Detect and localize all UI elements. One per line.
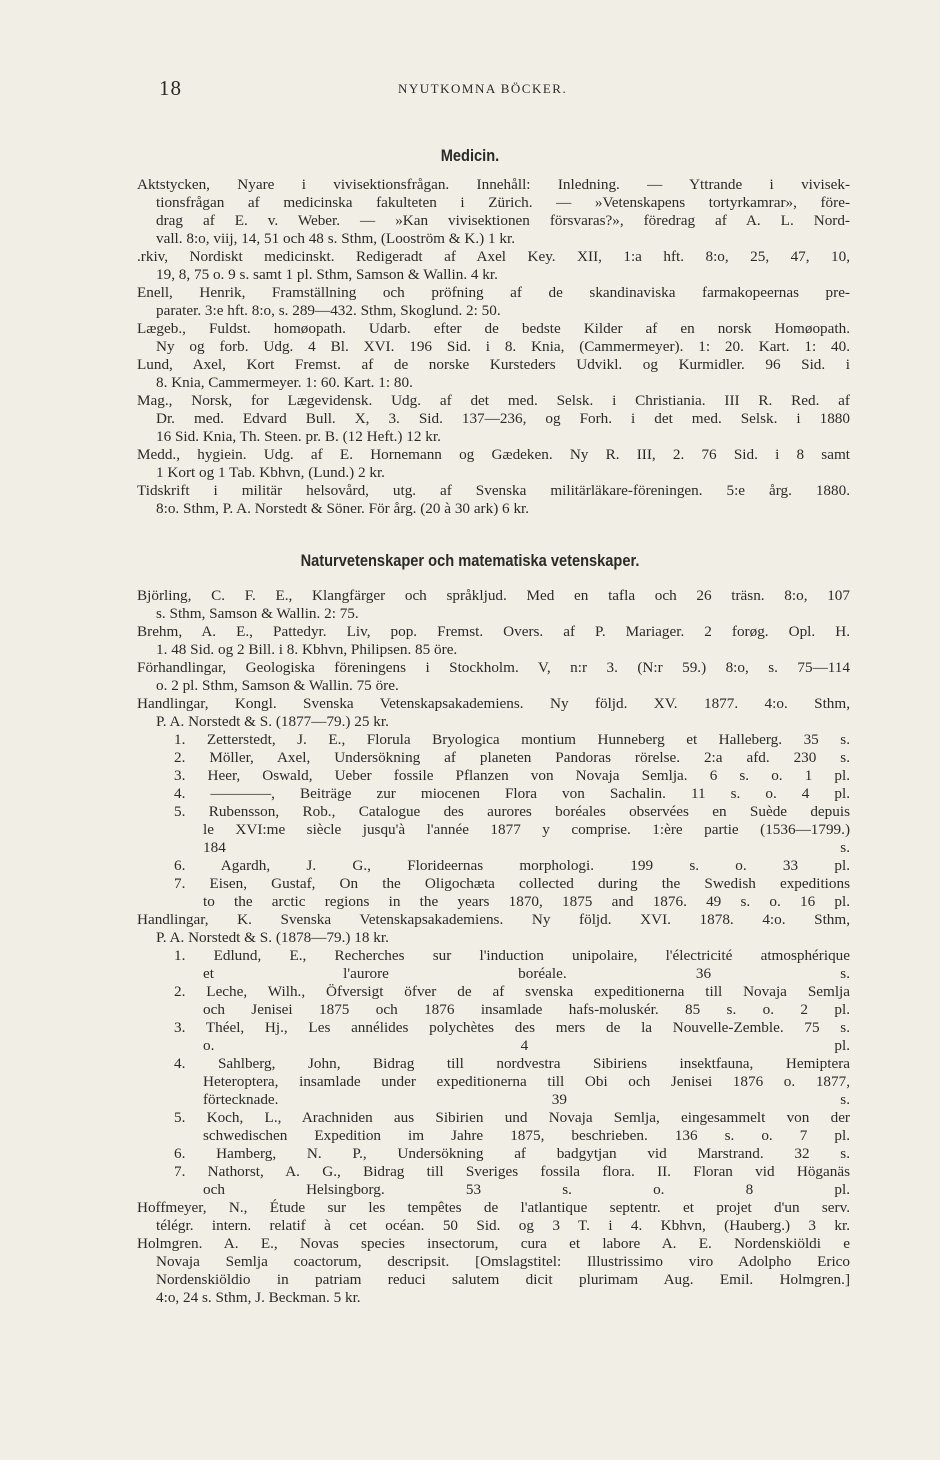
text-line: Mag., Norsk, for Lægevidensk. Udg. af det med. Selsk. i Christiania. III R. Red. af: [137, 392, 850, 409]
page-number: 18: [159, 76, 182, 100]
text-line: Novaja Semlja coactorum, descripsit. [Omslagstitel: Illustrissimo viro Adolpho Erico: [156, 1253, 850, 1270]
text-line: 4. ————, Beiträge zur miocenen Flora von Sachalin. 11 s. o. 4 pl.: [174, 785, 850, 802]
text-line: 4:o, 24 s. Sthm, J. Beckman. 5 kr.: [156, 1289, 361, 1306]
text-line: Björling, C. F. E., Klangfärger och språkljud. Med en tafla och 26 träsn. 8:o, 107: [137, 587, 850, 604]
text-line: et l'aurore boréale. 36 s.: [203, 965, 850, 982]
section-heading-natur: Naturvetenskaper och matematiska vetenskaper.: [300, 551, 640, 570]
text-line: 8. Knia, Cammermeyer. 1: 60. Kart. 1: 80.: [156, 374, 413, 391]
text-line: Tidskrift i militär helsovård, utg. af Svenska militärläkare-föreningen. 5:e årg. 1880.: [137, 482, 850, 499]
text-line: 3. Heer, Oswald, Ueber fossile Pflanzen von Novaja Semlja. 6 s. o. 1 pl.: [174, 767, 850, 784]
text-line: P. A. Norstedt & S. (1878—79.) 18 kr.: [156, 929, 389, 946]
text-line: schwedischen Expedition im Jahre 1875, beschrieben. 136 s. o. 7 pl.: [203, 1127, 850, 1144]
text-line: Medd., hygiein. Udg. af E. Hornemann og Gædeken. Ny R. III, 2. 76 Sid. i 8 samt: [137, 446, 850, 463]
text-line: Handlingar, K. Svenska Vetenskapsakademiens. Ny följd. XVI. 1878. 4:o. Sthm,: [137, 911, 850, 928]
text-line: Lund, Axel, Kort Fremst. af de norske Kursteders Udvikl. og Kurmidler. 96 Sid. i: [137, 356, 850, 373]
text-line: télégr. intern. relatif à cet océan. 50 Sid. og 3 T. i 4. Kbhvn, (Hauberg.) 3 kr.: [156, 1217, 850, 1234]
text-line: och Jenisei 1875 och 1876 insamlade hafs-moluskér. 85 s. o. 2 pl.: [203, 1001, 850, 1018]
text-line: 6. Agardh, J. G., Florideernas morphologi. 199 s. o. 33 pl.: [174, 857, 850, 874]
text-line: 5. Koch, L., Arachniden aus Sibirien und Novaja Semlja, eingesammelt von der: [174, 1109, 850, 1126]
text-line: 5. Rubensson, Rob., Catalogue des aurores boréales observées en Suède depuis: [174, 803, 850, 820]
text-line: o. 2 pl. Sthm, Samson & Wallin. 75 öre.: [156, 677, 399, 694]
text-line: vall. 8:o, viij, 14, 51 och 48 s. Sthm, (Looström & K.) 1 kr.: [156, 230, 516, 247]
text-line: 1. Zetterstedt, J. E., Florula Bryologica montium Hunneberg et Halleberg. 35 s.: [174, 731, 850, 748]
text-line: to the arctic regions in the years 1870, 1875 and 1876. 49 s. o. 16 pl.: [203, 893, 850, 910]
text-line: Enell, Henrik, Framställning och pröfning af de skandinaviska farmakopeernas pre-: [137, 284, 850, 301]
text-line: 1. 48 Sid. og 2 Bill. i 8. Kbhvn, Philipsen. 85 öre.: [156, 641, 458, 658]
text-line: parater. 3:e hft. 8:o, s. 289—432. Sthm, Skoglund. 2: 50.: [156, 302, 501, 319]
text-line: Handlingar, Kongl. Svenska Vetenskapsakademiens. Ny följd. XV. 1877. 4:o. Sthm,: [137, 695, 850, 712]
text-line: Dr. med. Edvard Bull. X, 3. Sid. 137—236, og Forh. i det med. Selsk. i 1880: [156, 410, 850, 427]
text-line: Nordenskiöldio in patriam reduci salutem dicit plurimam Aug. Emil. Holmgren.]: [156, 1271, 850, 1288]
text-line: 184 s.: [203, 839, 850, 856]
text-line: Hoffmeyer, N., Étude sur les tempêtes de l'atlantique septentr. et projet d'un serv.: [137, 1199, 850, 1216]
text-line: 2. Möller, Axel, Undersökning af planeten Pandoras rörelse. 2:a afd. 230 s.: [174, 749, 850, 766]
text-line: tionsfrågan af medicinska fakulteten i Zürich. — »Vetenskapens tortyrkamrar», före-: [156, 194, 850, 211]
text-line: Brehm, A. E., Pattedyr. Liv, pop. Fremst. Overs. af P. Mariager. 2 forøg. Opl. H.: [137, 623, 850, 640]
text-line: drag af E. v. Weber. — »Kan vivisektionen försvaras?», föredrag af A. L. Nord-: [156, 212, 850, 229]
text-line: P. A. Norstedt & S. (1877—79.) 25 kr.: [156, 713, 389, 730]
text-line: s. Sthm, Samson & Wallin. 2: 75.: [156, 605, 359, 622]
text-line: 2. Leche, Wilh., Öfversigt öfver de af svenska expeditionerna till Novaja Semlja: [174, 983, 850, 1000]
text-line: Holmgren. A. E., Novas species insectorum, cura et labore A. E. Nordenskiöldi e: [137, 1235, 850, 1252]
text-line: 7. Eisen, Gustaf, On the Oligochæta collected during the Swedish expeditions: [174, 875, 850, 892]
text-line: 16 Sid. Knia, Th. Steen. pr. B. (12 Heft.) 12 kr.: [156, 428, 441, 445]
text-line: 4. Sahlberg, John, Bidrag till nordvestra Sibiriens insektfauna, Hemiptera: [174, 1055, 850, 1072]
text-line: 8:o. Sthm, P. A. Norstedt & Söner. För årg. (20 à 30 ark) 6 kr.: [156, 500, 530, 517]
text-line: Aktstycken, Nyare i vivisektionsfrågan. Innehåll: Inledning. — Yttrande i vivisek-: [137, 176, 850, 193]
text-line: 7. Nathorst, A. G., Bidrag till Sveriges fossila flora. II. Floran vid Höganäs: [174, 1163, 850, 1180]
text-line: 6. Hamberg, N. P., Undersökning af badgytjan vid Marstrand. 32 s.: [174, 1145, 850, 1162]
text-line: 19, 8, 75 o. 9 s. samt 1 pl. Sthm, Samson & Wallin. 4 kr.: [156, 266, 498, 283]
text-line: Ny og forb. Udg. 4 Bl. XVI. 196 Sid. i 8. Knia, (Cammermeyer). 1: 20. Kart. 1: 40.: [156, 338, 850, 355]
section-heading-medicin: Medicin.: [440, 146, 500, 165]
text-line: Lægeb., Fuldst. homøopath. Udarb. efter de bedste Kilder af en norsk Homøopath.: [137, 320, 850, 337]
text-line: le XVI:me siècle jusqu'à l'année 1877 y comprise. 1:ère partie (1536—1799.): [203, 821, 850, 838]
text-line: 1. Edlund, E., Recherches sur l'induction unipolaire, l'électricité atmosphérique: [174, 947, 850, 964]
text-line: förtecknade. 39 s.: [203, 1091, 850, 1108]
text-line: .rkiv, Nordiskt medicinskt. Redigeradt af Axel Key. XII, 1:a hft. 8:o, 25, 47, 10,: [137, 248, 850, 265]
text-line: 3. Théel, Hj., Les annélides polychètes des mers de la Nouvelle-Zemble. 75 s.: [174, 1019, 850, 1036]
text-line: och Helsingborg. 53 s. o. 8 pl.: [203, 1181, 850, 1198]
running-title: NYUTKOMNA BÖCKER.: [398, 81, 568, 96]
text-line: o. 4 pl.: [203, 1037, 850, 1054]
text-line: 1 Kort og 1 Tab. Kbhvn, (Lund.) 2 kr.: [156, 464, 385, 481]
text-line: Förhandlingar, Geologiska föreningens i Stockholm. V, n:r 3. (N:r 59.) 8:o, s. 75—114: [137, 659, 850, 676]
text-line: Heteroptera, insamlade under expeditionerna till Obi och Jenisei 1876 o. 1877,: [203, 1073, 850, 1090]
